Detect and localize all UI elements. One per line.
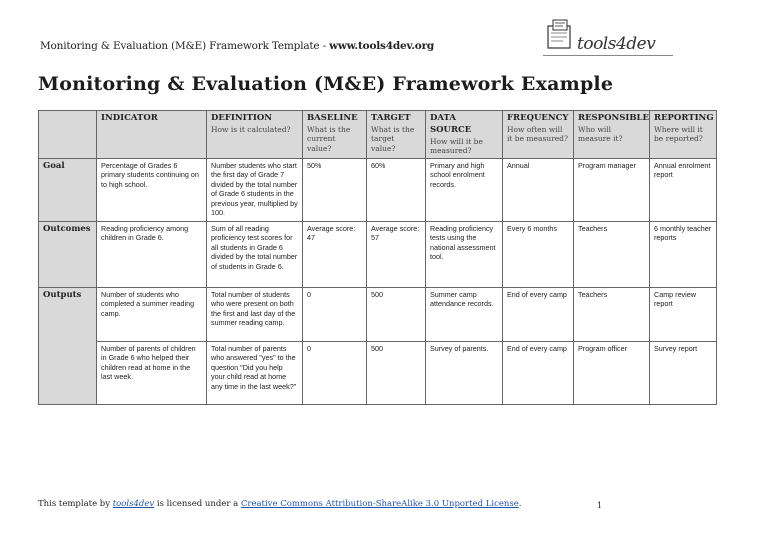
column-title: DEFINITION [211, 113, 273, 123]
table-row-outcomes [39, 221, 717, 287]
column-subtitle: Where will it be reported? [654, 124, 703, 144]
header-site-link[interactable]: www.tools4dev.org [329, 40, 435, 52]
column-header-baseline [303, 111, 367, 159]
table-cell: Camp review report [650, 287, 717, 341]
column-title: REPORTING [654, 113, 714, 123]
table-cell: Number of parents of children in Grade 6 who helped their children read at home in the last week. [97, 341, 207, 404]
logo-underline [543, 55, 673, 56]
table-cell: End of every camp [503, 341, 574, 404]
table-corner-cell [39, 111, 97, 159]
column-header-reporting [650, 111, 717, 159]
column-title: TARGET [371, 113, 411, 123]
footer-suffix: . [518, 499, 522, 509]
table-row-outputs-2 [39, 341, 717, 404]
table-cell: Annual [503, 158, 574, 221]
table-cell: 6 monthly teacher reports [650, 221, 717, 287]
tools4dev-logo [543, 18, 673, 58]
table-cell: Every 6 months [503, 221, 574, 287]
column-subtitle: How is it calculated? [211, 124, 291, 134]
row-label-goal: Goal [39, 158, 97, 221]
table-cell: 500 [367, 341, 426, 404]
table-row-goal [39, 158, 717, 221]
column-subtitle: How often will it be measured? [507, 124, 568, 144]
page-title: Monitoring & Evaluation (M&E) Framework Example [38, 73, 614, 95]
table-header-row [39, 111, 717, 159]
table-cell: Total number of parents who answered "yes" to the question "Did you help your child read at home any time in the last week?" [207, 341, 303, 404]
table-cell: Reading proficiency tests using the national assessment tool. [426, 221, 503, 287]
page-number: 1 [597, 501, 603, 510]
table-cell: Teachers [574, 287, 650, 341]
table-cell: Number students who start the first day of Grade 7 divided by the total number of Grade 6 students in the previous year, multiplied by 100. [207, 158, 303, 221]
table-cell: End of every camp [503, 287, 574, 341]
table-cell: 0 [303, 287, 367, 341]
column-title: FREQUENCY [507, 113, 569, 123]
column-title: DATA SOURCE [430, 113, 472, 135]
framework-table [38, 110, 717, 405]
table-cell: Survey of parents. [426, 341, 503, 404]
table-cell: Total number of students who were present on both the first and last day of the summer reading camp. [207, 287, 303, 341]
table-row-outputs [39, 287, 717, 341]
table-cell: Primary and high school enrolment records. [426, 158, 503, 221]
table-cell: Percentage of Grades 6 primary students continuing on to high school. [97, 158, 207, 221]
column-header-responsible [574, 111, 650, 159]
row-label-outputs: Outputs [39, 287, 97, 404]
column-subtitle: What is the target value? [371, 124, 415, 153]
logo-text: tools4dev [577, 34, 656, 54]
column-header-data-source [426, 111, 503, 159]
column-subtitle: Who will measure it? [578, 124, 623, 144]
table-cell: Program manager [574, 158, 650, 221]
table-cell: 60% [367, 158, 426, 221]
table-cell: Sum of all reading proficiency test scores for all students in Grade 6 divided by the total number of students in Grade 6. [207, 221, 303, 287]
table-cell: Annual enrolment report [650, 158, 717, 221]
table-cell: 0 [303, 341, 367, 404]
column-header-target [367, 111, 426, 159]
column-title: BASELINE [307, 113, 358, 123]
table-cell: Reading proficiency among children in Grade 6. [97, 221, 207, 287]
logo-box-icon [545, 18, 575, 52]
table-cell: Survey report [650, 341, 717, 404]
table-cell: Number of students who completed a summer reading camp. [97, 287, 207, 341]
table-cell: Summer camp attendance records. [426, 287, 503, 341]
footer-middle: is licensed under a [154, 499, 241, 509]
column-header-definition [207, 111, 303, 159]
column-header-indicator [97, 111, 207, 159]
table-cell: Program officer [574, 341, 650, 404]
license-link[interactable]: Creative Commons Attribution-ShareAlike 3.0 Unported License [240, 499, 519, 509]
author-link[interactable]: tools4dev [112, 499, 155, 509]
row-label-outcomes: Outcomes [39, 221, 97, 287]
column-title: INDICATOR [101, 113, 158, 123]
column-title: RESPONSIBLE [578, 113, 650, 123]
table-cell: Average score: 57 [367, 221, 426, 287]
column-subtitle: What is the current value? [307, 124, 351, 153]
table-cell: 500 [367, 287, 426, 341]
document-header [40, 40, 434, 52]
footer-prefix: This template by [38, 499, 113, 509]
license-footer [38, 499, 521, 509]
table-cell: Teachers [574, 221, 650, 287]
header-template-label: Monitoring & Evaluation (M&E) Framework Template - [40, 40, 330, 52]
table-cell: 50% [303, 158, 367, 221]
table-cell: Average score: 47 [303, 221, 367, 287]
column-header-frequency [503, 111, 574, 159]
column-subtitle: How will it be measured? [430, 136, 483, 156]
